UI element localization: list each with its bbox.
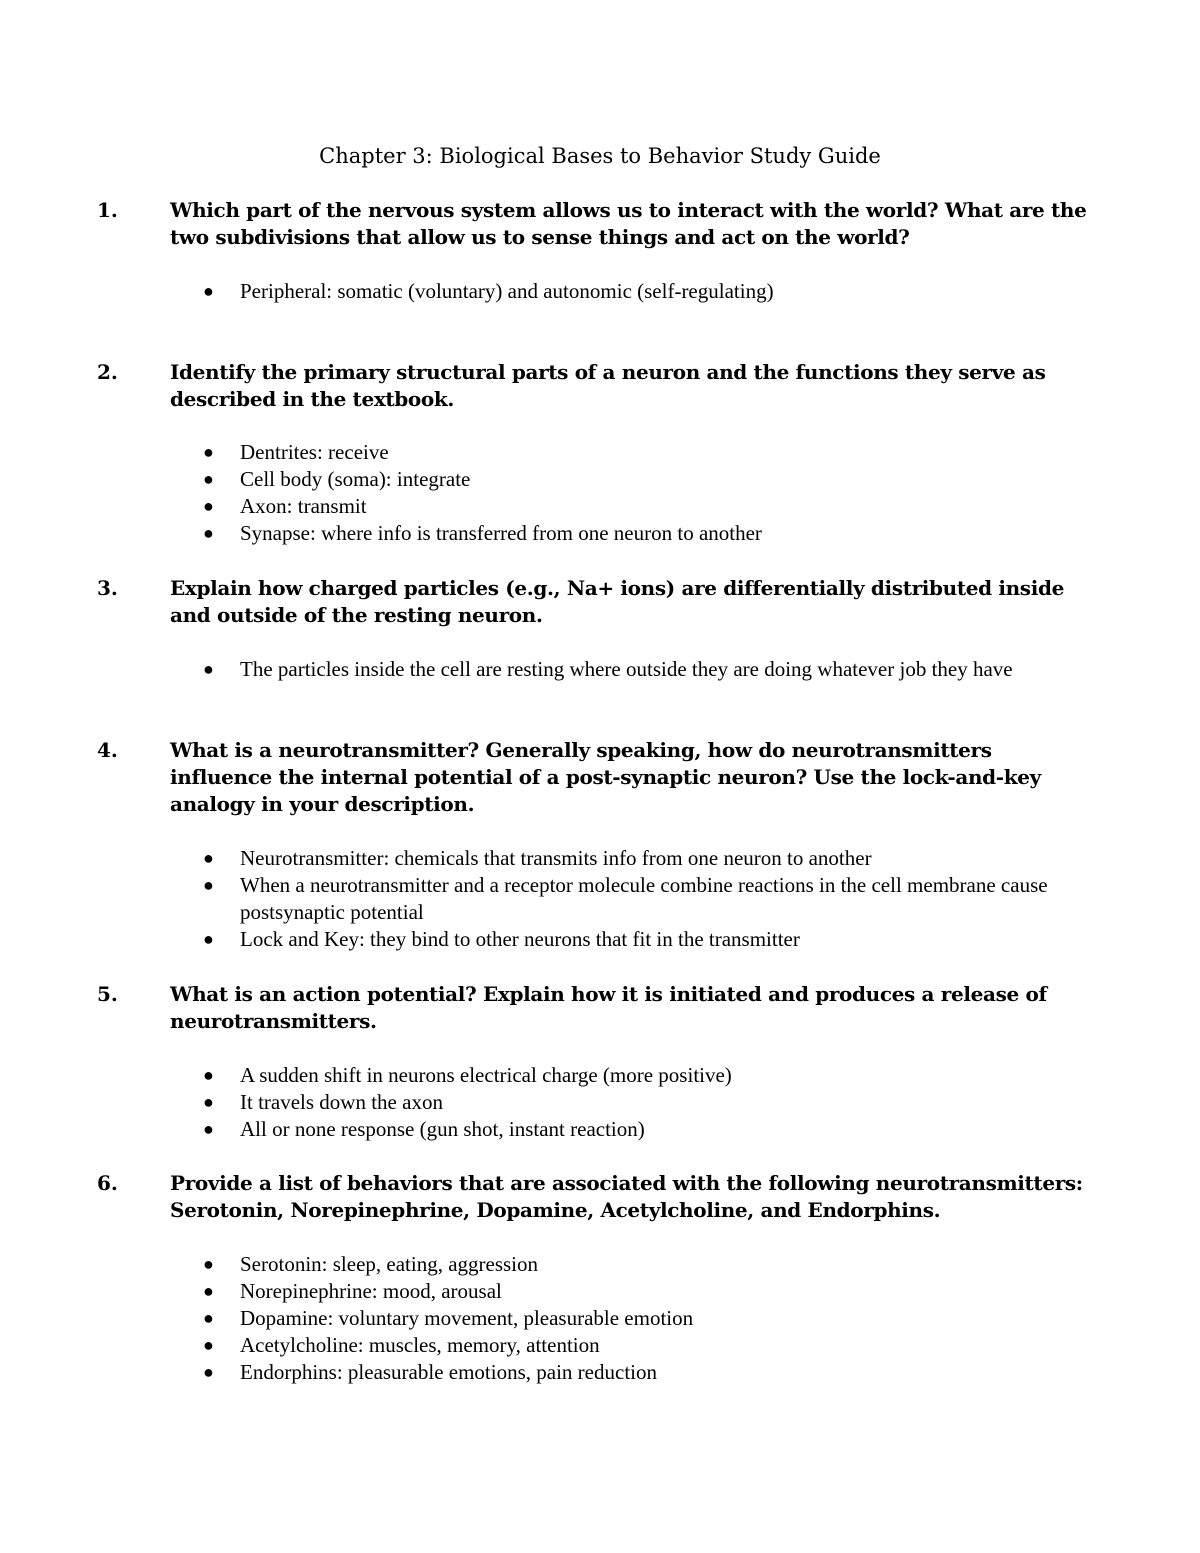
list-item: ● Synapse: where info is transferred from one neuron to another [203, 521, 762, 545]
question-number: 1. [97, 198, 118, 222]
answer-list-3 [0, 656, 1200, 683]
list-item: ● Serotonin: sleep, eating, aggression [203, 1252, 539, 1276]
list-item: ● Endorphins: pleasurable emotions, pain reduction [203, 1360, 657, 1384]
answer-list-5 [0, 1062, 1200, 1143]
question-number: 2. [97, 360, 118, 384]
list-item: ● All or none response (gun shot, instant reaction) [203, 1117, 645, 1141]
list-item: ● The particles inside the cell are resting where outside they are doing whatever job they have [203, 657, 1013, 681]
list-item: ● Lock and Key: they bind to other neurons that fit in the transmitter [203, 927, 800, 951]
bullet-icon: ● [203, 281, 214, 301]
bullet-icon: ● [203, 1362, 214, 1382]
bullet-icon: ● [203, 1119, 214, 1139]
list-item: ● Dopamine: voluntary movement, pleasurable emotion [203, 1306, 694, 1330]
list-item: ● Cell body (soma): integrate [203, 467, 471, 491]
bullet-icon: ● [203, 875, 214, 895]
bullet-icon: ● [203, 1065, 214, 1085]
list-item: ● Norepinephrine: mood, arousal [203, 1279, 502, 1303]
question-text: What is an action potential? Explain how it is initiated and produces a release of neurotransmitters. [170, 982, 1047, 1033]
answer-list-2 [0, 439, 1200, 547]
question-text: Which part of the nervous system allows us to interact with the world? What are the two subdivisions that allow us to sense things and act on the world? [170, 198, 1087, 249]
bullet-icon: ● [203, 1092, 214, 1112]
question-number: 4. [97, 738, 118, 762]
question-number: 5. [97, 982, 118, 1006]
bullet-icon: ● [203, 1308, 214, 1328]
list-item: ● Neurotransmitter: chemicals that transmits info from one neuron to another [203, 846, 872, 870]
answer-list-4 [0, 845, 1200, 953]
list-item: ● Axon: transmit [203, 494, 367, 518]
bullet-icon: ● [203, 469, 214, 489]
page-title: Chapter 3: Biological Bases to Behavior Study Guide [319, 144, 881, 168]
bullet-icon: ● [203, 442, 214, 462]
question-number: 3. [97, 576, 118, 600]
bullet-icon: ● [203, 659, 214, 679]
list-item: ● Acetylcholine: muscles, memory, attention [203, 1333, 600, 1357]
list-item: ● Dentrites: receive [203, 440, 389, 464]
list-item: ● It travels down the axon [203, 1090, 443, 1114]
question-text: Identify the primary structural parts of a neuron and the functions they serve as described in the textbook. [170, 360, 1046, 411]
bullet-icon: ● [203, 848, 214, 868]
question-text: Explain how charged particles (e.g., Na+ ions) are differentially distributed inside and outside of the resting neuron. [170, 576, 1064, 627]
answer-list-1 [0, 278, 1200, 305]
question-text: What is a neurotransmitter? Generally speaking, how do neurotransmitters influence the internal potential of a post-synaptic neuron? Use the lock-and-key analogy in your description. [170, 738, 1041, 816]
bullet-icon: ● [203, 1281, 214, 1301]
bullet-icon: ● [203, 523, 214, 543]
question-text: Provide a list of behaviors that are associated with the following neurotransmitters: Serotonin, Norepinephrine, Dopamine, Acetylcholine, and Endorphins. [170, 1171, 1083, 1222]
bullet-icon: ● [203, 496, 214, 516]
list-item: ● A sudden shift in neurons electrical charge (more positive) [203, 1063, 732, 1087]
bullet-icon: ● [203, 929, 214, 949]
question-number: 6. [97, 1171, 118, 1195]
list-item: ● When a neurotransmitter and a receptor molecule combine reactions in the cell membrane cause postsynaptic potential [203, 873, 1048, 924]
list-item: ● Peripheral: somatic (voluntary) and autonomic (self-regulating) [203, 279, 774, 303]
answer-list-6 [0, 1251, 1200, 1386]
bullet-icon: ● [203, 1254, 214, 1274]
bullet-icon: ● [203, 1335, 214, 1355]
